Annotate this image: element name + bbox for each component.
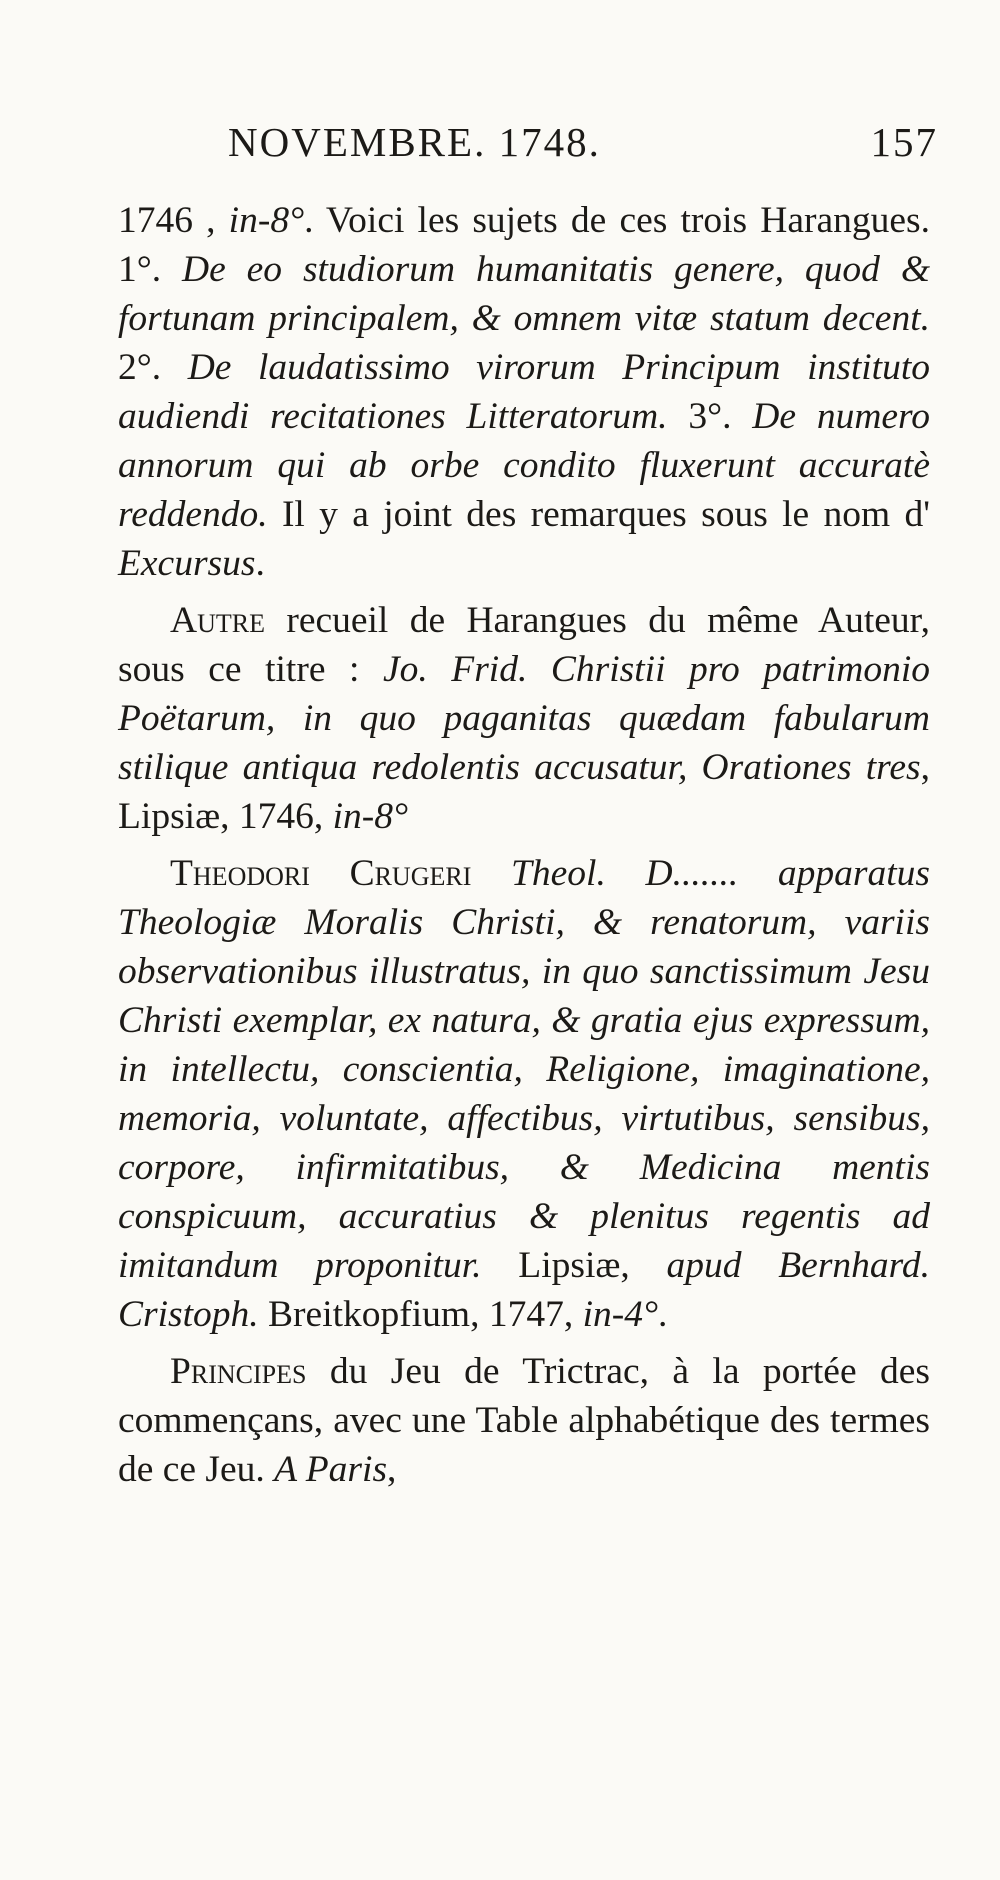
- paragraph-lead: Autre: [170, 600, 265, 641]
- paragraph-1: [118, 196, 930, 588]
- latin-title-2: De laudatissimo virorum Principum instituto audiendi recitationes Litteratorum.: [118, 347, 931, 437]
- latin-book-title: Theol. D....... apparatus Theologiæ Moralis Christi, & renatorum, variis observationibus illustratus, in quo sanctissimum Jesu Christi exemplar, ex natura, & gratia ejus expressum, in intellectu, conscientia, Religione, imaginatione, memoria, voluntate, affectibus, virtutibus, sensibus, corpore, infirmitatibus, & Medicina mentis conspicuum, accuratius & plenitus regentis ad imitandum proponitur.: [118, 853, 931, 1286]
- latin-title-3: De numero annorum qui ab orbe condito fluxerunt accuratè reddendo.: [118, 396, 931, 535]
- paragraph-3: [118, 849, 930, 1339]
- text-run: . Voici les sujets de ces trois Harangues. 1°.: [118, 200, 931, 290]
- text-run: , Lipsiæ, 1746,: [118, 747, 930, 837]
- text-run: Il y a joint des remarques sous le nom d': [267, 494, 930, 535]
- author-name: Theodori Crugeri: [170, 853, 472, 894]
- text-run: Breitkopfium, 1747,: [258, 1294, 583, 1335]
- paragraph-4: [118, 1347, 930, 1494]
- running-title: NOVEMBRE. 1748.: [228, 119, 601, 165]
- format-in8: in-8°: [332, 796, 409, 837]
- running-header: [118, 118, 938, 178]
- latin-title-1: De eo studiorum humanitatis genere, quod & fortunam principalem, & omnem vitæ statum decent.: [118, 249, 930, 339]
- format-in8: in-8°: [228, 200, 305, 241]
- publisher-name: apud Bernhard. Cristoph.: [118, 1245, 930, 1335]
- page-number: 157: [870, 119, 938, 165]
- text-run: 3°.: [667, 396, 753, 437]
- excursus-term: Excursus: [118, 543, 256, 584]
- text-run: 1746 ,: [118, 200, 229, 241]
- text-run: .: [255, 543, 265, 584]
- paragraph-lead: Principes: [170, 1351, 307, 1392]
- text-run: .: [658, 1294, 668, 1335]
- text-run: Lipsiæ,: [481, 1245, 667, 1286]
- format-in4: in-4°: [582, 1294, 659, 1335]
- text-run: ,: [387, 1449, 397, 1490]
- paragraph-2: [118, 596, 930, 841]
- text-run: 2°.: [118, 347, 188, 388]
- body-text: [118, 196, 930, 1502]
- text-run: recueil de Harangues du même Auteur, sous ce titre :: [118, 600, 930, 690]
- imprint-place: A Paris: [274, 1449, 388, 1490]
- latin-book-title: Jo. Frid. Christii pro patrimonio Poëtarum, in quo paganitas quædam fabularum stilique antiqua redolentis accusatur, Orationes tres: [118, 649, 930, 788]
- text-run: du Jeu de Trictrac, à la portée des commençans, avec une Table alphabétique des termes de ce Jeu.: [118, 1351, 930, 1490]
